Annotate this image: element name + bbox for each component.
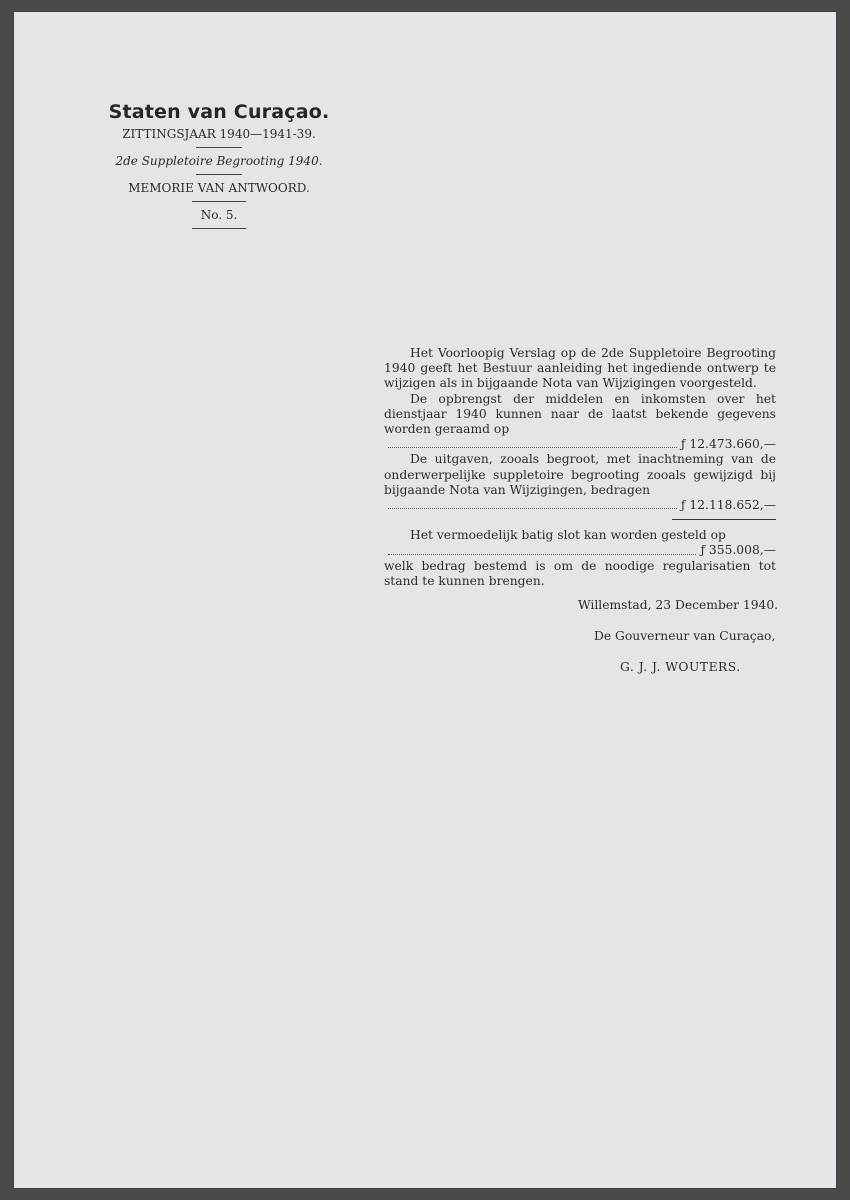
signatory-name: G. J. J. WOUTERS. (620, 660, 741, 674)
dot-leader (388, 447, 677, 448)
document-page (14, 12, 836, 1188)
document-type: MEMORIE VAN ANTWOORD. (128, 181, 310, 195)
surplus-amount: ƒ 355.008,— (700, 543, 776, 558)
expenses-amount: ƒ 12.118.652,— (680, 498, 776, 513)
dot-leader (388, 508, 677, 509)
revenue-text: De opbrengst der middelen en inkomsten over het dienstjaar 1940 kunnen naar de laatst bekende gegevens worden geraamd op (384, 391, 776, 437)
expenses-text: De uitgaven, zooals begroot, met inachtneming van de onderwerpelijke suppletoire begrooting zooals gewijzigd bij bijgaande Nota van Wijzigingen, bedragen (384, 452, 776, 497)
paragraph-expenses (384, 452, 776, 498)
memo-body (384, 346, 776, 589)
revenue-amount-row (384, 437, 776, 452)
paragraph-intro: Het Voorloopig Verslag op de 2de Suppletoire Begrooting 1940 geeft het Bestuur aanleiding het ingediende ontwerp te wijzigen als in bijgaande Nota van Wijzigingen voorgesteld. (384, 346, 776, 391)
paragraph-purpose: welk bedrag bestemd is om de noodige regularisatien tot stand te kunnen brengen. (384, 558, 776, 588)
budget-subtitle: 2de Suppletoire Begrooting 1940. (115, 154, 323, 168)
document-header (104, 100, 334, 234)
divider (192, 201, 246, 202)
expenses-amount-row (384, 498, 776, 513)
page-title: Staten van Curaçao. (108, 101, 330, 123)
surplus-amount-row (384, 543, 776, 558)
revenue-amount: ƒ 12.473.660,— (680, 437, 776, 452)
sum-rule (672, 519, 776, 520)
document-number: No. 5. (200, 208, 238, 222)
place-date: Willemstad, 23 December 1940. (578, 598, 779, 612)
divider (196, 147, 242, 148)
signatory-title: De Gouverneur van Curaçao, (594, 629, 776, 643)
paragraph-surplus (384, 528, 776, 543)
session-year: ZITTINGSJAAR 1940—1941-39. (122, 127, 316, 141)
divider (196, 174, 242, 175)
dot-leader (388, 554, 696, 555)
surplus-text: Het vermoedelijk batig slot kan worden gesteld op (410, 528, 726, 543)
divider (192, 228, 246, 229)
paragraph-revenue (384, 392, 776, 438)
